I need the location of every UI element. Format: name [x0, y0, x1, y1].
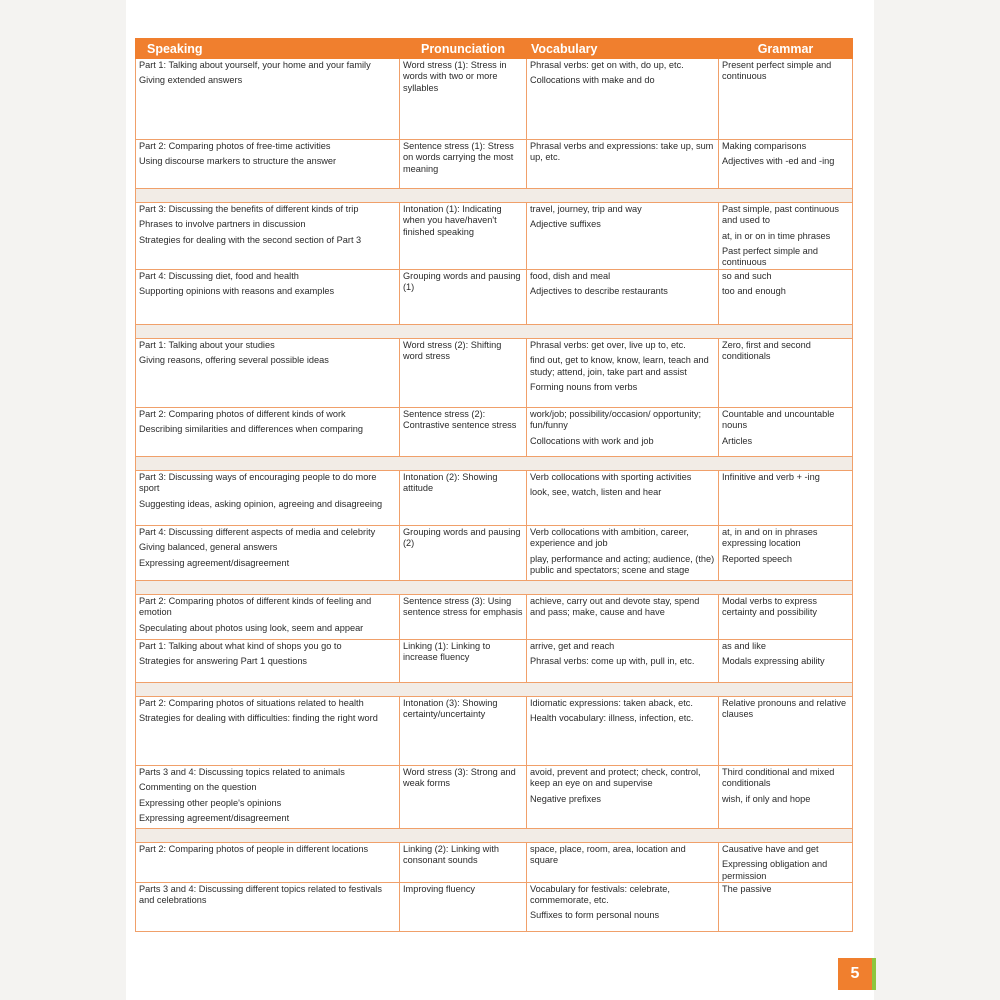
- vocabulary-cell: [527, 408, 719, 457]
- grammar-line: Third conditional and mixed conditionals: [722, 767, 835, 789]
- pronunciation-cell: [400, 640, 527, 683]
- grammar-cell: [719, 843, 853, 883]
- vocabulary-line: Negative prefixes: [530, 793, 601, 804]
- grammar-cell: [719, 882, 853, 931]
- unit-separator: [136, 189, 853, 203]
- separator-band: [136, 683, 853, 697]
- table-row: [136, 843, 853, 883]
- vocabulary-line: Collocations with make and do: [530, 75, 655, 86]
- speaking-line: Part 2: Comparing photos of situations related to health: [139, 698, 364, 708]
- grammar-cell: [719, 140, 853, 189]
- table-row: [136, 408, 853, 457]
- grammar-line: Present perfect simple and continuous: [722, 60, 832, 82]
- vocabulary-line: arrive, get and reach: [530, 641, 615, 651]
- speaking-cell: [136, 640, 400, 683]
- vocabulary-cell: [527, 595, 719, 640]
- pronunciation-cell: [400, 843, 527, 883]
- pronunciation-line: Sentence stress (3): Using sentence stress for emphasis: [403, 596, 523, 618]
- pronunciation-line: Sentence stress (2): Contrastive sentence stress: [403, 409, 517, 431]
- vocabulary-line: work/job; possibility/occasion/ opportunity; fun/funny: [530, 409, 702, 431]
- pronunciation-line: Intonation (2): Showing attitude: [403, 472, 498, 494]
- speaking-line: Part 2: Comparing photos of different kinds of work: [139, 409, 346, 419]
- pronunciation-line: Word stress (3): Strong and weak forms: [403, 767, 516, 789]
- table-row: [136, 526, 853, 581]
- table-body: [136, 59, 853, 932]
- grammar-cell: [719, 595, 853, 640]
- unit-separator: [136, 325, 853, 339]
- pronunciation-cell: [400, 882, 527, 931]
- speaking-line: Parts 3 and 4: Discussing topics related to animals: [139, 767, 345, 777]
- unit-separator: [136, 457, 853, 471]
- separator-band: [136, 457, 853, 471]
- speaking-line: Commenting on the question: [139, 782, 257, 793]
- vocabulary-line: Verb collocations with sporting activities: [530, 472, 692, 482]
- speaking-line: Part 1: Talking about what kind of shops you go to: [139, 641, 342, 651]
- grammar-line: Relative pronouns and relative clauses: [722, 698, 847, 720]
- vocabulary-line: Vocabulary for festivals: celebrate, commemorate, etc.: [530, 883, 670, 906]
- vocabulary-line: Collocations with work and job: [530, 435, 654, 446]
- vocabulary-cell: [527, 140, 719, 189]
- table-row: [136, 59, 853, 140]
- page-tab-accent: [872, 958, 876, 990]
- speaking-line: Part 2: Comparing photos of free-time activities: [139, 141, 331, 151]
- speaking-line: Using discourse markers to structure the answer: [139, 156, 337, 167]
- table-row: [136, 140, 853, 189]
- speaking-line: Part 3: Discussing the benefits of different kinds of trip: [139, 204, 359, 214]
- pronunciation-line: Word stress (1): Stress in words with two or more syllables: [403, 60, 507, 93]
- speaking-line: Suggesting ideas, asking opinion, agreeing and disagreeing: [139, 498, 383, 509]
- grammar-cell: [719, 640, 853, 683]
- grammar-line: Past perfect simple and continuous: [722, 245, 819, 268]
- table-row: [136, 471, 853, 526]
- speaking-line: Phrases to involve partners in discussion: [139, 219, 306, 230]
- grammar-line: Adjectives with -ed and -ing: [722, 156, 835, 167]
- speaking-line: Part 1: Talking about yourself, your home and your family: [139, 60, 371, 70]
- speaking-cell: [136, 140, 400, 189]
- speaking-line: Describing similarities and differences when comparing: [139, 424, 364, 435]
- pronunciation-cell: [400, 766, 527, 829]
- speaking-line: Strategies for dealing with difficulties: finding the right word: [139, 713, 378, 724]
- vocabulary-cell: [527, 697, 719, 766]
- grammar-line: Modal verbs to express certainty and possibility: [722, 596, 817, 618]
- speaking-cell: [136, 697, 400, 766]
- pronunciation-cell: [400, 697, 527, 766]
- vocabulary-line: Suffixes to form personal nouns: [530, 910, 660, 921]
- speaking-cell: [136, 203, 400, 270]
- speaking-line: Part 1: Talking about your studies: [139, 340, 275, 350]
- speaking-line: Giving balanced, general answers: [139, 542, 278, 553]
- grammar-cell: [719, 766, 853, 829]
- pronunciation-line: Intonation (3): Showing certainty/uncertainty: [403, 698, 498, 720]
- grammar-cell: [719, 270, 853, 325]
- vocabulary-line: achieve, carry out and devote stay, spend and pass; make, cause and have: [530, 596, 700, 618]
- pronunciation-line: Intonation (1): Indicating when you have/haven't finished speaking: [403, 204, 502, 237]
- vocabulary-cell: [527, 843, 719, 883]
- pronunciation-line: Linking (1): Linking to increase fluency: [403, 641, 491, 663]
- grammar-cell: [719, 697, 853, 766]
- grammar-line: at, in or on in time phrases: [722, 230, 831, 241]
- vocabulary-line: play, performance and acting; audience, (the) public and spectators; scene and stage: [530, 553, 715, 575]
- grammar-line: Countable and uncountable nouns: [722, 409, 835, 431]
- vocabulary-cell: [527, 526, 719, 581]
- speaking-line: Part 2: Comparing photos of people in different locations: [139, 844, 369, 854]
- speaking-cell: [136, 882, 400, 931]
- speaking-line: Expressing agreement/disagreement: [139, 557, 290, 568]
- grammar-line: too and enough: [722, 286, 786, 297]
- grammar-line: wish, if only and hope: [722, 793, 811, 804]
- vocabulary-line: avoid, prevent and protect; check, control, keep an eye on and supervise: [530, 767, 701, 789]
- speaking-cell: [136, 471, 400, 526]
- pronunciation-cell: [400, 595, 527, 640]
- page: [126, 0, 874, 1000]
- vocabulary-cell: [527, 471, 719, 526]
- grammar-cell: [719, 471, 853, 526]
- vocabulary-line: look, see, watch, listen and hear: [530, 487, 662, 498]
- grammar-line: Zero, first and second conditionals: [722, 340, 811, 362]
- grammar-cell: [719, 59, 853, 140]
- speaking-line: Supporting opinions with reasons and examples: [139, 286, 335, 297]
- header-grammar: Grammar: [719, 39, 853, 59]
- pronunciation-line: Linking (2): Linking with consonant sounds: [403, 844, 500, 866]
- table-row: [136, 766, 853, 829]
- vocabulary-line: Verb collocations with ambition, career, experience and job: [530, 527, 689, 549]
- pronunciation-cell: [400, 59, 527, 140]
- table-row: [136, 697, 853, 766]
- pronunciation-line: Grouping words and pausing (2): [403, 527, 521, 549]
- header-pronunciation: Pronunciation: [400, 39, 527, 59]
- vocabulary-cell: [527, 270, 719, 325]
- speaking-line: Speculating about photos using look, seem and appear: [139, 622, 364, 633]
- speaking-line: Part 2: Comparing photos of different kinds of feeling and emotion: [139, 596, 372, 618]
- grammar-line: Expressing obligation and permission: [722, 859, 828, 881]
- table-row: [136, 339, 853, 408]
- vocabulary-line: Phrasal verbs and expressions: take up, sum up, etc.: [530, 141, 714, 163]
- vocabulary-cell: [527, 59, 719, 140]
- vocabulary-line: Phrasal verbs: come up with, pull in, etc.: [530, 656, 695, 667]
- pronunciation-cell: [400, 140, 527, 189]
- grammar-cell: [719, 339, 853, 408]
- vocabulary-cell: [527, 203, 719, 270]
- vocabulary-line: space, place, room, area, location and square: [530, 844, 686, 866]
- table-row: [136, 203, 853, 270]
- grammar-line: at, in and on in phrases expressing location: [722, 527, 818, 549]
- unit-separator: [136, 683, 853, 697]
- speaking-cell: [136, 843, 400, 883]
- speaking-line: Giving reasons, offering several possible ideas: [139, 355, 329, 366]
- grammar-line: as and like: [722, 641, 766, 651]
- grammar-line: Past simple, past continuous and used to: [722, 204, 839, 226]
- pronunciation-cell: [400, 203, 527, 270]
- grammar-line: Infinitive and verb + -ing: [722, 472, 820, 482]
- grammar-line: so and such: [722, 271, 772, 281]
- table-row: [136, 882, 853, 931]
- vocabulary-line: Phrasal verbs: get on with, do up, etc.: [530, 60, 684, 70]
- pronunciation-cell: [400, 270, 527, 325]
- speaking-line: Part 4: Discussing diet, food and health: [139, 271, 299, 281]
- grammar-line: Making comparisons: [722, 141, 807, 151]
- pronunciation-cell: [400, 526, 527, 581]
- page-number: 5: [838, 958, 872, 990]
- separator-band: [136, 325, 853, 339]
- pronunciation-cell: [400, 339, 527, 408]
- speaking-line: Parts 3 and 4: Discussing different topics related to festivals and celebrations: [139, 883, 382, 906]
- vocabulary-line: Idiomatic expressions: taken aback, etc.: [530, 698, 693, 708]
- pronunciation-cell: [400, 408, 527, 457]
- speaking-line: Expressing agreement/disagreement: [139, 812, 290, 823]
- vocabulary-line: find out, get to know, know, learn, teach and study; attend, join, take part and assist: [530, 355, 709, 377]
- pronunciation-line: Sentence stress (1): Stress on words carrying the most meaning: [403, 141, 514, 174]
- speaking-cell: [136, 408, 400, 457]
- speaking-cell: [136, 270, 400, 325]
- speaking-cell: [136, 339, 400, 408]
- speaking-line: Part 4: Discussing different aspects of media and celebrity: [139, 527, 376, 537]
- vocabulary-line: food, dish and meal: [530, 271, 611, 281]
- vocabulary-line: Forming nouns from verbs: [530, 381, 638, 392]
- grammar-cell: [719, 203, 853, 270]
- speaking-line: Giving extended answers: [139, 75, 243, 86]
- vocabulary-cell: [527, 766, 719, 829]
- unit-separator: [136, 581, 853, 595]
- table-row: [136, 595, 853, 640]
- speaking-line: Part 3: Discussing ways of encouraging people to do more sport: [139, 472, 377, 494]
- separator-band: [136, 189, 853, 203]
- table-row: [136, 270, 853, 325]
- vocabulary-line: Health vocabulary: illness, infection, etc.: [530, 713, 694, 724]
- pronunciation-line: Improving fluency: [403, 883, 476, 894]
- speaking-cell: [136, 59, 400, 140]
- speaking-line: Strategies for dealing with the second section of Part 3: [139, 234, 362, 245]
- grammar-line: Reported speech: [722, 553, 792, 564]
- grammar-line: Causative have and get: [722, 844, 819, 854]
- separator-band: [136, 581, 853, 595]
- vocabulary-cell: [527, 640, 719, 683]
- vocabulary-cell: [527, 882, 719, 931]
- speaking-line: Expressing other people's opinions: [139, 797, 282, 808]
- speaking-cell: [136, 766, 400, 829]
- pronunciation-cell: [400, 471, 527, 526]
- speaking-cell: [136, 595, 400, 640]
- vocabulary-line: travel, journey, trip and way: [530, 204, 642, 214]
- unit-separator: [136, 829, 853, 843]
- grammar-line: Articles: [722, 435, 753, 446]
- speaking-cell: [136, 526, 400, 581]
- pronunciation-line: Word stress (2): Shifting word stress: [403, 340, 502, 362]
- speaking-line: Strategies for answering Part 1 questions: [139, 656, 308, 667]
- vocabulary-line: Adjectives to describe restaurants: [530, 286, 668, 297]
- separator-band: [136, 829, 853, 843]
- syllabus-table: [135, 38, 853, 932]
- vocabulary-line: Adjective suffixes: [530, 219, 601, 230]
- vocabulary-line: Phrasal verbs: get over, live up to, etc.: [530, 340, 686, 350]
- pronunciation-line: Grouping words and pausing (1): [403, 271, 521, 293]
- vocabulary-cell: [527, 339, 719, 408]
- grammar-cell: [719, 526, 853, 581]
- grammar-line: Modals expressing ability: [722, 656, 825, 667]
- header-vocabulary: Vocabulary: [527, 39, 719, 59]
- grammar-cell: [719, 408, 853, 457]
- header-speaking: Speaking: [136, 39, 400, 59]
- grammar-line: The passive: [722, 883, 772, 894]
- header-row: [136, 39, 853, 59]
- table-row: [136, 640, 853, 683]
